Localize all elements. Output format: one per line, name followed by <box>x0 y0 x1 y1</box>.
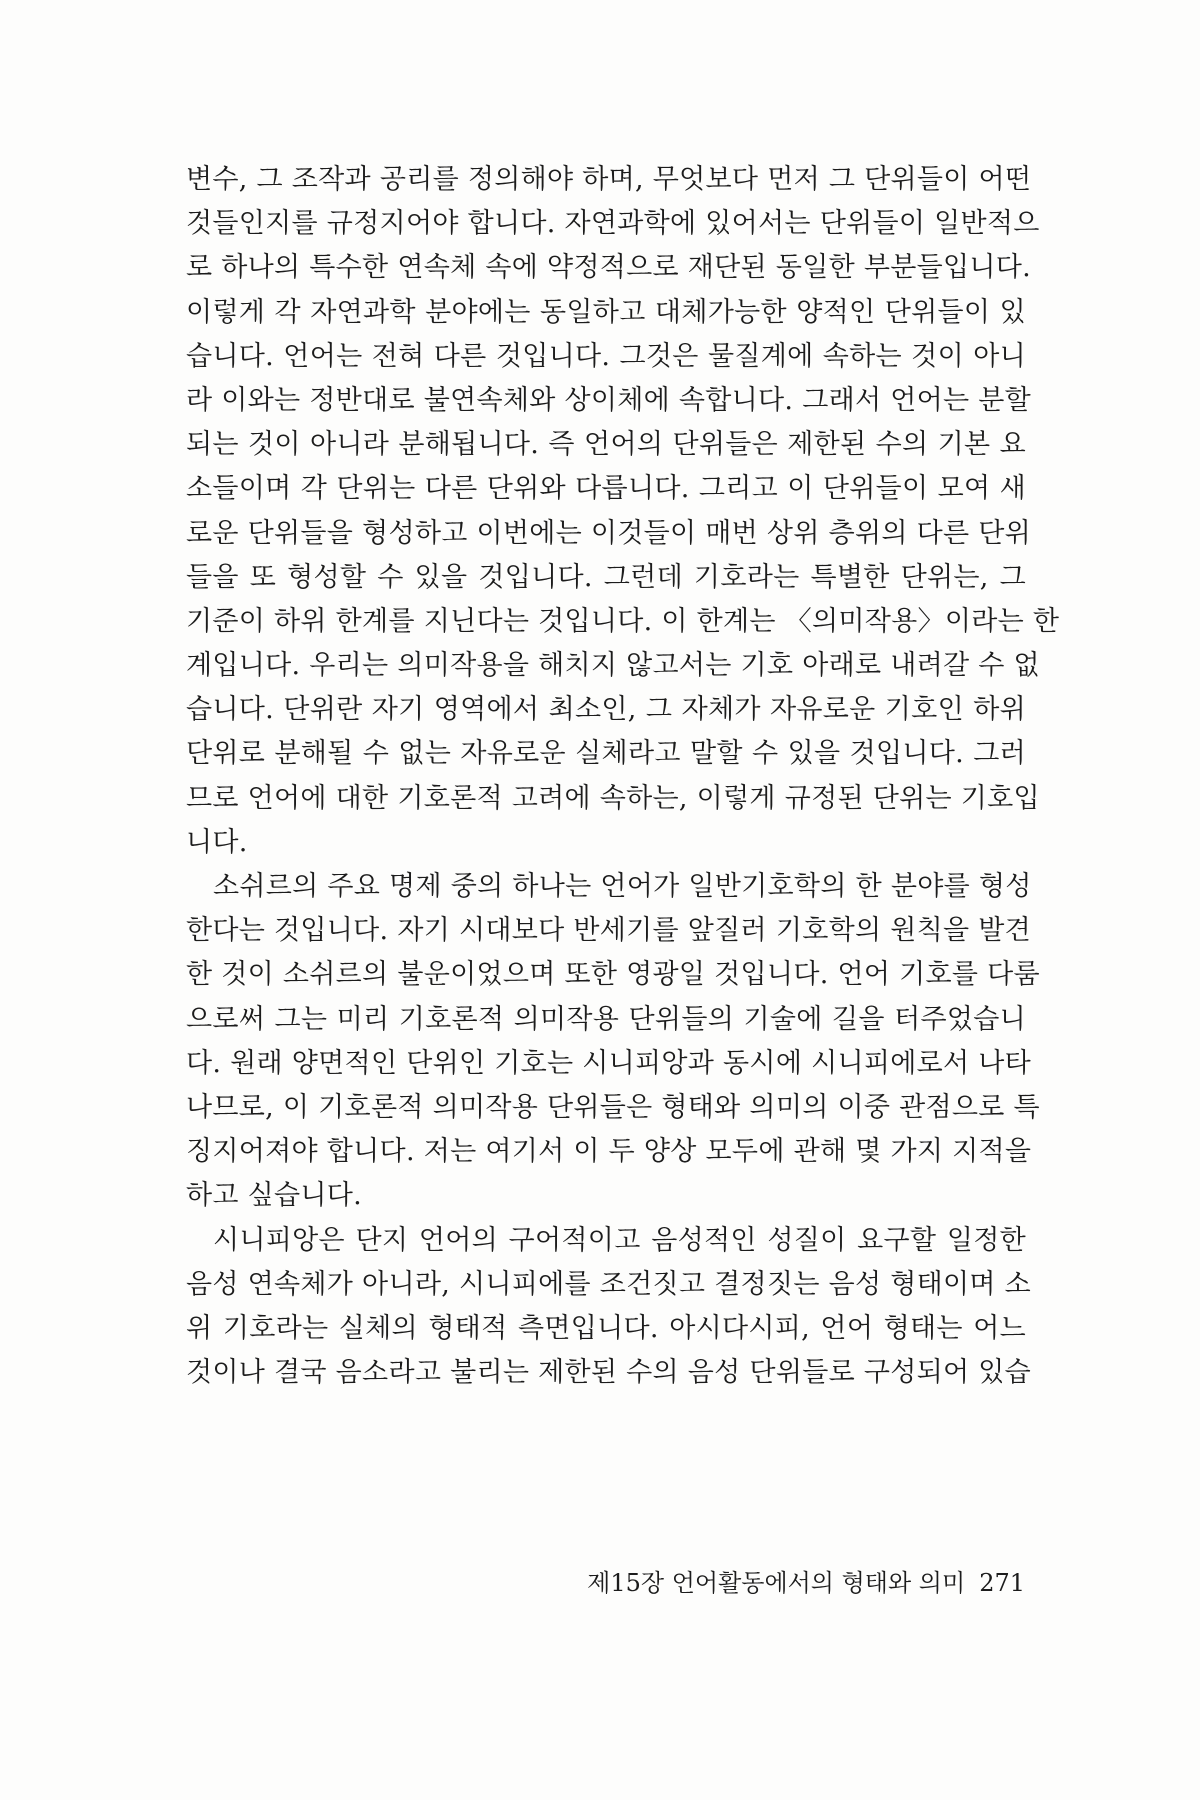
text-line: 것들인지를 규정지어야 합니다. 자연과학에 있어서는 단위들이 일반적으 <box>186 208 1040 240</box>
text-line: 으로써 그는 미리 기호론적 의미작용 단위들의 기술에 길을 터주었습니 <box>186 1003 1026 1035</box>
text-line: 이렇게 각 자연과학 분야에는 동일하고 대체가능한 양적인 단위들이 있 <box>186 296 1026 328</box>
text-line: 므로 언어에 대한 기호론적 고려에 속하는, 이렇게 규정된 단위는 기호입 <box>186 782 1040 814</box>
text-line: 소들이며 각 단위는 다른 단위와 다릅니다. 그리고 이 단위들이 모여 새 <box>186 473 1026 505</box>
paragraph-end-line: 니다. <box>186 826 248 858</box>
page-number: 271 <box>979 1569 1025 1597</box>
paragraph-start-line: 소쉬르의 주요 명제 중의 하나는 언어가 일반기호학의 한 분야를 형성 <box>213 871 1032 902</box>
text-line: 징지어져야 합니다. 저는 여기서 이 두 양상 모두에 관해 몇 가지 지적을 <box>186 1136 1032 1168</box>
text-line: 로운 단위들을 형성하고 이번에는 이것들이 매번 상위 층위의 다른 단위 <box>186 517 1032 549</box>
text-line: 라 이와는 정반대로 불연속체와 상이체에 속합니다. 그래서 언어는 분할 <box>186 384 1032 416</box>
text-line: 들을 또 형성할 수 있을 것입니다. 그런데 기호라는 특별한 단위는, 그 <box>186 561 1026 593</box>
text-line: 기준이 하위 한계를 지닌다는 것입니다. 이 한계는 〈의미작용〉이라는 한 <box>186 605 1060 637</box>
text-line: 다. 원래 양면적인 단위인 기호는 시니피앙과 동시에 시니피에로서 나타 <box>186 1047 1032 1079</box>
text-line: 나므로, 이 기호론적 의미작용 단위들은 형태와 의미의 이중 관점으로 특 <box>186 1091 1040 1123</box>
text-line: 변수, 그 조작과 공리를 정의해야 하며, 무엇보다 먼저 그 단위들이 어떤 <box>186 164 1032 195</box>
text-line: 한다는 것입니다. 자기 시대보다 반세기를 앞질러 기호학의 원칙을 발견 <box>186 915 1032 947</box>
running-title: 제15장 언어활동에서의 형태와 의미 <box>587 1569 966 1597</box>
text-line: 계입니다. 우리는 의미작용을 해치지 않고서는 기호 아래로 내려갈 수 없 <box>186 650 1040 682</box>
text-line: 위 기호라는 실체의 형태적 측면입니다. 아시다시피, 언어 형태는 어느 <box>186 1312 1026 1344</box>
text-line: 되는 것이 아니라 분해됩니다. 즉 언어의 단위들은 제한된 수의 기본 요 <box>186 429 1026 461</box>
text-line: 음성 연속체가 아니라, 시니피에를 조건짓고 결정짓는 음성 형태이며 소 <box>186 1268 1032 1300</box>
paragraph-start-line: 시니피앙은 단지 언어의 구어적이고 음성적인 성질이 요구할 일정한 <box>213 1224 1026 1256</box>
paragraph-end-line: 하고 싶습니다. <box>186 1180 363 1212</box>
text-line: 습니다. 언어는 전혀 다른 것입니다. 그것은 물질계에 속하는 것이 아니 <box>186 340 1026 372</box>
text-line: 로 하나의 특수한 연속체 속에 약정적으로 재단된 동일한 부분들입니다. <box>186 252 1032 284</box>
page-footer <box>525 1565 1025 1601</box>
text-line: 단위로 분해될 수 없는 자유로운 실체라고 말할 수 있을 것입니다. 그러 <box>186 738 1026 770</box>
text-line: 한 것이 소쉬르의 불운이었으며 또한 영광일 것입니다. 언어 기호를 다룸 <box>186 959 1040 991</box>
text-line: 것이나 결국 음소라고 불리는 제한된 수의 음성 단위들로 구성되어 있습 <box>186 1357 1032 1389</box>
body-text <box>186 158 1060 1395</box>
text-line: 습니다. 단위란 자기 영역에서 최소인, 그 자체가 자유로운 기호인 하위 <box>186 694 1026 726</box>
